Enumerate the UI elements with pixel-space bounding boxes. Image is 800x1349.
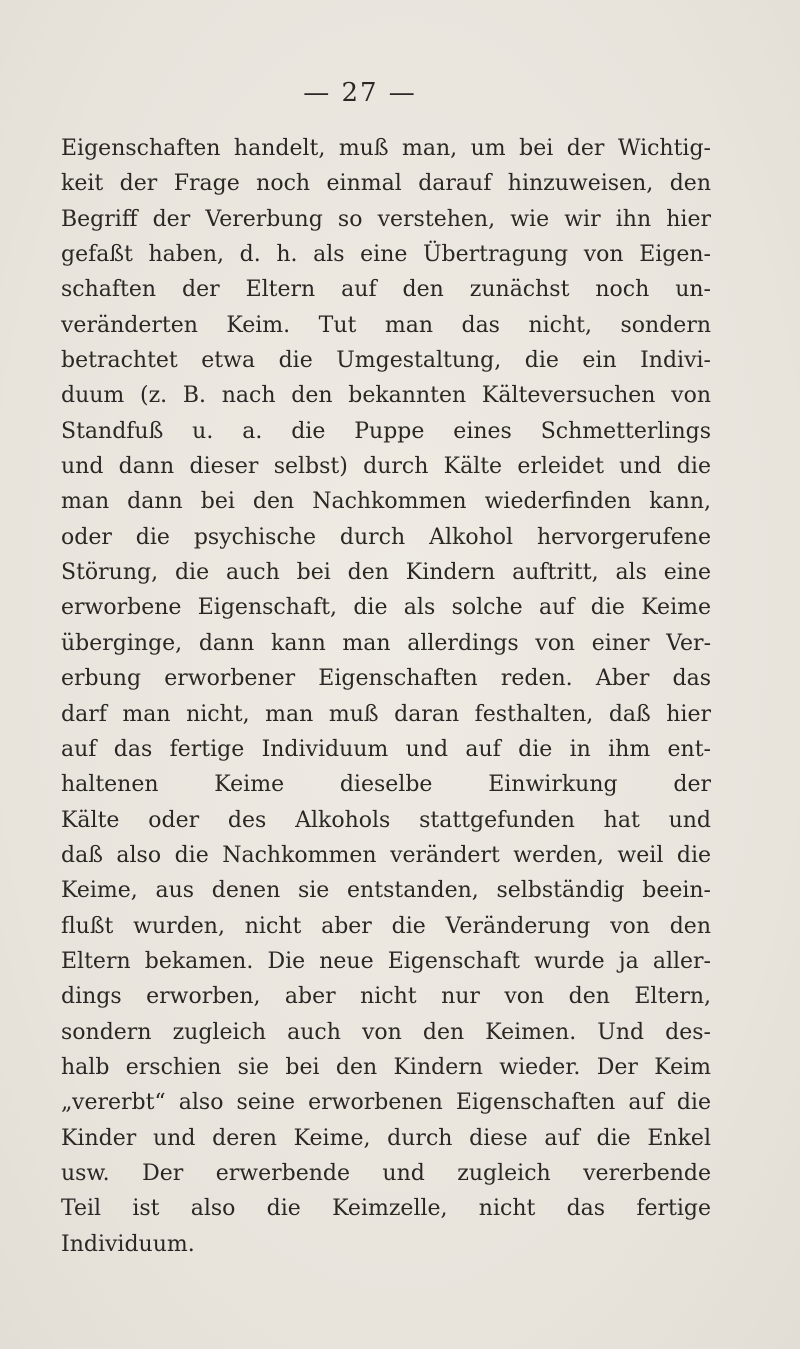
text-line: Eigenschaften handelt, muß man, um bei der Wichtig- <box>61 136 711 161</box>
text-line: halb erschien sie bei den Kindern wieder. Der Keim <box>61 1054 711 1080</box>
text-line: flußt wurden, nicht aber die Veränderung von den <box>61 913 711 939</box>
text-line: Keime, aus denen sie entstanden, selbständig beein- <box>61 878 711 904</box>
text-line: haltenen Keime dieselbe Einwirkung der <box>61 772 711 798</box>
text-line: Teil ist also die Keimzelle, nicht das fertige <box>61 1196 711 1222</box>
text-line: und dann dieser selbst) durch Kälte erleidet und die <box>61 454 711 480</box>
text-line: betrachtet etwa die Umgestaltung, die ein Indivi- <box>61 348 711 374</box>
text-line: oder die psychische durch Alkohol hervorgerufene <box>61 524 711 550</box>
text-line: daß also die Nachkommen verändert werden, weil die <box>61 842 711 868</box>
text-line: dings erworben, aber nicht nur von den Eltern, <box>61 984 711 1010</box>
text-line: Eltern bekamen. Die neue Eigenschaft wurde ja aller- <box>61 948 711 974</box>
text-line: veränderten Keim. Tut man das nicht, sondern <box>61 312 711 338</box>
text-line: erbung erworbener Eigenschaften reden. Aber das <box>61 666 711 692</box>
text-line: gefaßt haben, d. h. als eine Übertragung von Eigen- <box>61 242 711 268</box>
text-line: keit der Frage noch einmal darauf hinzuweisen, den <box>61 171 711 197</box>
page-number: — 27 — <box>303 78 417 108</box>
text-line: darf man nicht, man muß daran festhalten, daß hier <box>61 701 711 727</box>
text-line: Individuum. <box>61 1231 195 1257</box>
text-line: erworbene Eigenschaft, die als solche auf die Keime <box>61 595 711 621</box>
text-line: usw. Der erwerbende und zugleich vererbende <box>61 1160 711 1186</box>
body-text <box>61 131 711 1262</box>
text-line: duum (z. B. nach den bekannten Kälteversuchen von <box>61 383 711 409</box>
text-line: sondern zugleich auch von den Keimen. Und des- <box>61 1019 711 1045</box>
text-line: Kinder und deren Keime, durch diese auf die Enkel <box>61 1125 711 1151</box>
text-line: Störung, die auch bei den Kindern auftritt, als eine <box>61 560 711 586</box>
text-line: auf das fertige Individuum und auf die in ihm ent- <box>61 736 711 762</box>
text-line: Standfuß u. a. die Puppe eines Schmetterlings <box>61 418 711 444</box>
text-line: überginge, dann kann man allerdings von einer Ver- <box>61 630 711 656</box>
text-line: Kälte oder des Alkohols stattgefunden hat und <box>61 807 711 833</box>
text-line: „vererbt“ also seine erworbenen Eigenschaften auf die <box>61 1090 711 1116</box>
text-line: schaften der Eltern auf den zunächst noch un- <box>61 277 711 303</box>
text-line: Begriff der Vererbung so verstehen, wie wir ihn hier <box>61 206 711 232</box>
text-line: man dann bei den Nachkommen wiederfinden kann, <box>61 489 711 515</box>
